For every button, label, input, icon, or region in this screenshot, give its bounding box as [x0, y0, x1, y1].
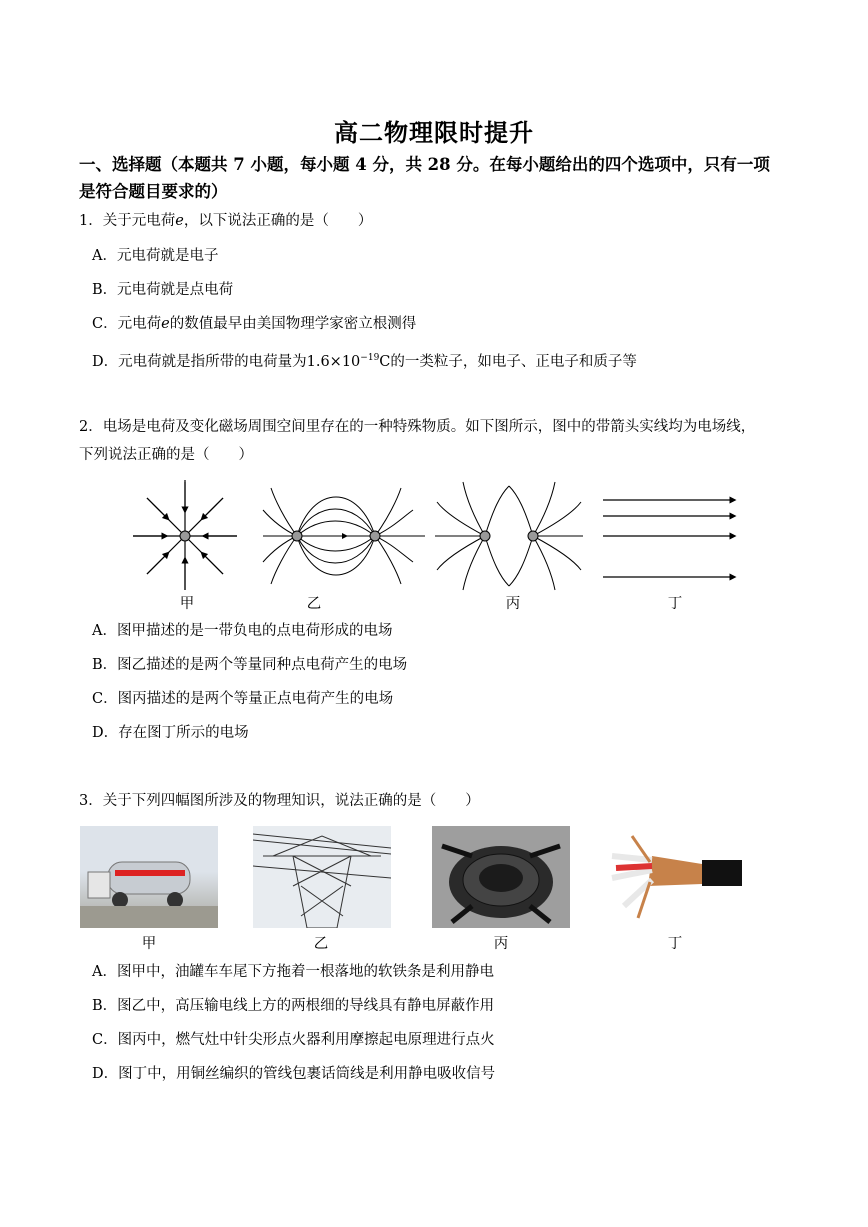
question-2-option-d: D．存在图丁所示的电场 — [92, 725, 249, 741]
power-tower-image — [253, 826, 391, 928]
figure-caption-ding: 丁 — [667, 596, 683, 612]
diagram-yi — [263, 488, 425, 584]
page-title: 高二物理限时提升 — [334, 118, 534, 147]
question-1-option-a: A．元电荷就是电子 — [92, 248, 219, 264]
question-2-option-a: A．图甲描述的是一带负电的点电荷形成的电场 — [92, 623, 393, 639]
tanker-truck-image — [80, 826, 218, 928]
question-3-option-a: A．图甲中，油罐车车尾下方拖着一根落地的软铁条是利用静电 — [92, 964, 494, 980]
figure-caption-yi: 乙 — [306, 596, 322, 612]
figure-caption-bing: 丙 — [505, 596, 521, 612]
question-2-option-c: C．图丙描述的是两个等量正点电荷产生的电场 — [92, 691, 394, 707]
diagram-bing — [435, 482, 583, 590]
question-3-stem: 3．关于下列四幅图所涉及的物理知识，说法正确的是（ ） — [79, 793, 480, 809]
section-heading-line2: 是符合题目要求的） — [79, 182, 228, 201]
question-1-option-b: B．元电荷就是点电荷 — [92, 282, 234, 298]
question-2-stem: 2．电场是电荷及变化磁场周围空间里存在的一种特殊物质。如下图所示，图中的带箭头实线均为电场线， 下列说法正确的是（ ） — [79, 419, 756, 463]
question-1-stem: 1．关于元电荷e，以下说法正确的是（ ） — [79, 213, 373, 229]
shielded-cable-image — [602, 826, 747, 926]
question-1-option-d: D．元电荷就是指所带的电荷量为$1.6\times 10^{-19}C$的一类粒子，如电子、正电子和质子等 — [92, 353, 637, 370]
figure-caption-jia: 甲 — [179, 596, 195, 612]
photo-caption-jia: 甲 — [141, 936, 157, 952]
diagram-ding — [603, 500, 733, 577]
field-lines-figure — [125, 480, 745, 592]
photo-caption-ding: 丁 — [667, 936, 683, 952]
question-2-option-b: B．图乙描述的是两个等量同种点电荷产生的电场 — [92, 657, 408, 673]
question-1-option-c: C．元电荷e的数值最早由美国物理学家密立根测得 — [92, 316, 417, 332]
question-3-option-c: C．图丙中，燃气灶中针尖形点火器利用摩擦起电原理进行点火 — [92, 1032, 495, 1048]
question-3-option-b: B．图乙中，高压输电线上方的两根细的导线具有静电屏蔽作用 — [92, 998, 495, 1014]
photo-caption-yi: 乙 — [313, 936, 329, 952]
section-heading — [79, 151, 799, 205]
gas-stove-image — [432, 826, 570, 928]
photo-caption-bing: 丙 — [493, 936, 509, 952]
section-heading-line1: 一、选择题（本题共 7 小题，每小题 4 分，共 28 分。在每小题给出的四个选项中，只有一项 — [79, 155, 770, 174]
question-3-option-d: D．图丁中，用铜丝编织的管线包裹话筒线是利用静电吸收信号 — [92, 1066, 496, 1082]
